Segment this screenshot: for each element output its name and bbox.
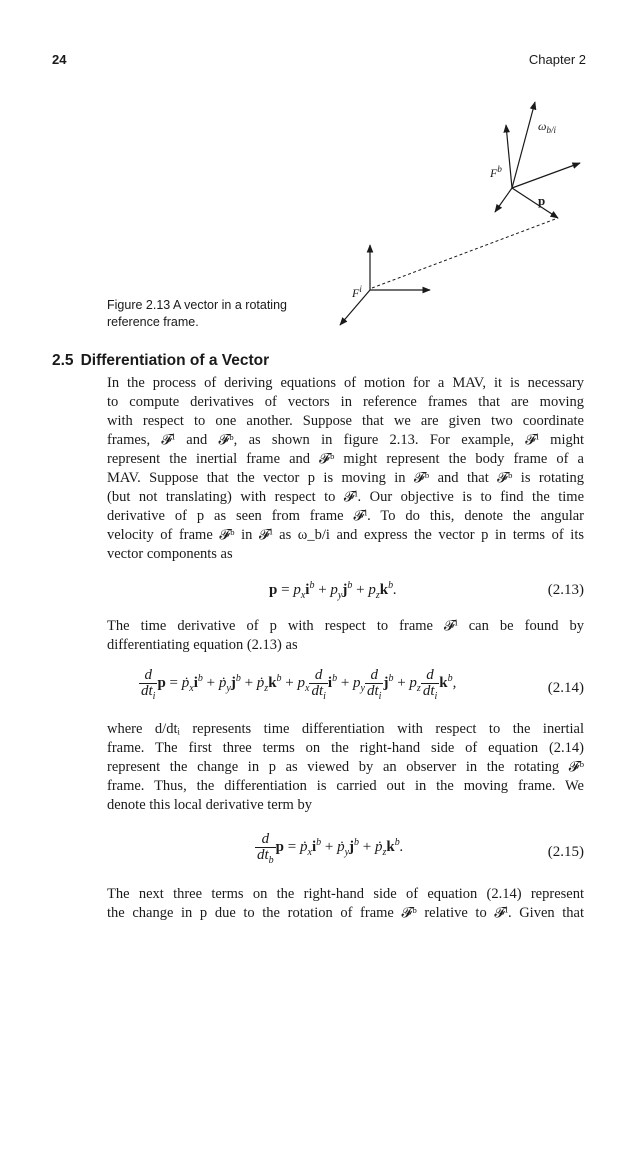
text-line: derivative of p as seen from frame 𝓕ⁱ. To do this, denote the angular <box>107 508 584 524</box>
page-number: 24 <box>52 52 67 67</box>
paragraph-1 <box>107 374 584 564</box>
figure-caption <box>107 297 317 331</box>
caption-line: reference frame. <box>107 315 199 329</box>
label-omega: $\omega_{b/i}$ <box>538 119 556 135</box>
paragraph-3 <box>107 720 584 815</box>
text-line: frame. The first three terms on the right-hand side of equation (2.14) <box>107 740 584 756</box>
dashed-position-vector <box>372 218 558 288</box>
caption-line: Figure 2.13 A vector in a rotating <box>107 298 287 312</box>
text-line: denote this local derivative term by <box>107 797 312 813</box>
equation-2-15 <box>107 832 584 872</box>
chapter-label: Chapter 2 <box>528 52 586 67</box>
section-heading <box>52 352 269 370</box>
equation-2-13 <box>107 582 584 616</box>
figure-rotating-frame <box>330 100 590 340</box>
equation-number: (2.14) <box>547 680 584 696</box>
text-line: differentiating equation (2.13) as <box>107 637 298 653</box>
text-line: frame. Thus, the differentiation is carried out in the moving frame. We <box>107 778 584 794</box>
text-line: represent the change in p as viewed by an observer in the rotating 𝓕ᵇ <box>107 759 584 775</box>
text-line: the change in p due to the rotation of frame 𝓕ᵇ relative to 𝓕ⁱ. Given that <box>107 905 584 921</box>
inertial-frame-axes <box>340 245 430 325</box>
section-title: Differentiation of a Vector <box>80 352 270 369</box>
text-line: The time derivative of p with respect to frame 𝓕ⁱ can be found by <box>107 618 584 634</box>
equation-body: $p = p_xi^b + p_yj^b + p_zk^b$. <box>269 580 397 601</box>
vector-p <box>512 188 558 218</box>
label-vector-p: p <box>538 193 546 208</box>
text-line: represent the inertial frame and 𝓕ᵇ might represent the body frame of a <box>107 451 584 467</box>
text-line: The next three terms on the right-hand side of equation (2.14) represent <box>107 886 584 902</box>
equation-number: (2.13) <box>547 582 584 598</box>
text-line: with respect to one another. Suppose that we are given two coordinate <box>107 413 584 429</box>
rotating-frame-diagram <box>330 100 590 340</box>
equation-2-14 <box>107 668 584 708</box>
text-line: frames, 𝓕ⁱ and 𝓕ᵇ, as shown in figure 2.13. For example, 𝓕ⁱ might <box>107 432 584 448</box>
equation-number: (2.15) <box>547 844 584 860</box>
text-line: MAV. Suppose that the vector p is moving in 𝓕ᵇ and that 𝓕ᵇ is rotating <box>107 470 584 486</box>
running-head <box>52 52 586 72</box>
equation-body: $\frac{d}{dt_b}$ $p = ṗ_xi^b$ + $ṗ_yj^b$ + $ṗ_zk^b$. <box>257 831 404 866</box>
section-number: 2.5 <box>52 352 74 369</box>
paragraph-2 <box>107 617 584 655</box>
text-line: vector components as <box>107 546 233 562</box>
text-line: In the process of deriving equations of motion for a MAV, it is necessary <box>107 375 584 391</box>
paragraph-4 <box>107 885 584 923</box>
equation-body: $\frac{d}{dt_i}$ $p = ṗ_xi^b$ + $ṗ_yj^b$ + $ṗ_zk^b + p_x$ $\frac{d}{dt_i}$ $i^b + p_y$ $\frac{d}{dt_i}$ $j^b + p_z$ $\frac{d}{dt_i}$ $k^b$, <box>141 667 457 702</box>
text-line: (but not translating) with respect to 𝓕ⁱ. Our objective is to find the time <box>107 489 584 505</box>
text-line: where d/dtᵢ represents time differentiation with respect to the inertial <box>107 721 584 737</box>
angular-velocity-vector <box>512 102 535 188</box>
label-frame-i: $F^i$ <box>352 284 362 300</box>
text-line: to compute derivatives of vectors in reference frames that are moving <box>107 394 584 410</box>
text-line: velocity of frame 𝓕ᵇ in 𝓕ⁱ as ω_b/i and express the vector p in terms of its <box>107 527 584 543</box>
label-frame-b: $F^b$ <box>490 164 502 180</box>
